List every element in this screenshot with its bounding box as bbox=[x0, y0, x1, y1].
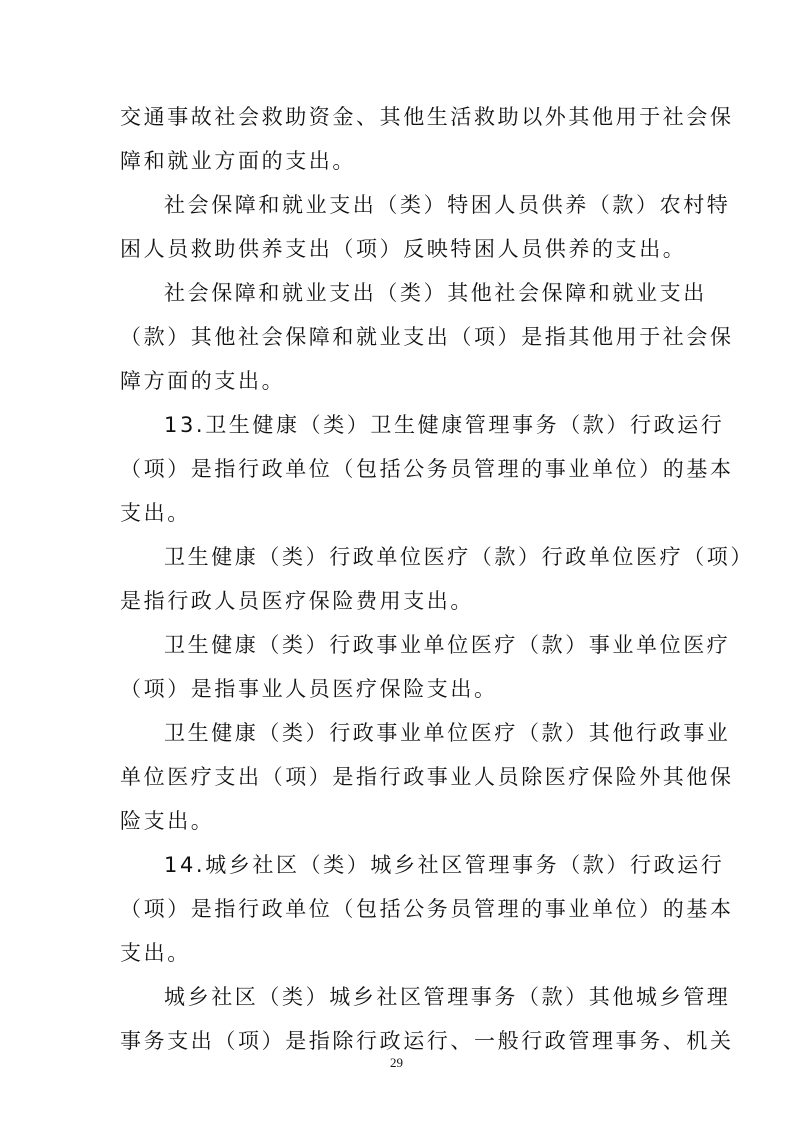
text-line: 障方面的支出。 bbox=[120, 369, 286, 393]
text-line: 险支出。 bbox=[120, 809, 215, 833]
text-line: 支出。 bbox=[120, 941, 191, 965]
text-line: 卫生健康（类）行政事业单位医疗（款）事业单位医疗 bbox=[164, 633, 731, 657]
page-number: 29 bbox=[390, 1055, 403, 1070]
text-line: （项）是指事业人员医疗保险支出。 bbox=[120, 677, 498, 701]
text-line: 是指行政人员医疗保险费用支出。 bbox=[120, 589, 474, 613]
text-line: 支出。 bbox=[120, 501, 191, 525]
text-line: 卫生健康（类）行政事业单位医疗（款）其他行政事业 bbox=[164, 721, 731, 745]
text-line: （项）是指行政单位（包括公务员管理的事业单位）的基本 bbox=[120, 897, 734, 921]
text-line: （项）是指行政单位（包括公务员管理的事业单位）的基本 bbox=[120, 457, 734, 481]
text-line: 单位医疗支出（项）是指行政事业人员除医疗保险外其他保 bbox=[120, 765, 734, 789]
text-line: 城乡社区（类）城乡社区管理事务（款）其他城乡管理 bbox=[164, 985, 731, 1009]
text-line: 社会保障和就业支出（类）其他社会保障和就业支出 bbox=[164, 281, 707, 305]
text-line: 交通事故社会救助资金、其他生活救助以外其他用于社会保 bbox=[120, 105, 734, 129]
text-line: 障和就业方面的支出。 bbox=[120, 149, 356, 173]
text-line: （款）其他社会保障和就业支出（项）是指其他用于社会保 bbox=[120, 325, 734, 349]
text-line: 13.卫生健康（类）卫生健康管理事务（款）行政运行 bbox=[164, 413, 725, 437]
text-line: 事务支出（项）是指除行政运行、一般行政管理事务、机关 bbox=[120, 1029, 734, 1053]
text-line: 困人员救助供养支出（项）反映特困人员供养的支出。 bbox=[120, 237, 687, 261]
text-line: 14.城乡社区（类）城乡社区管理事务（款）行政运行 bbox=[164, 853, 725, 877]
text-line: 卫生健康（类）行政单位医疗（款）行政单位医疗（项） bbox=[164, 545, 754, 569]
text-line: 社会保障和就业支出（类）特困人员供养（款）农村特 bbox=[164, 193, 731, 217]
